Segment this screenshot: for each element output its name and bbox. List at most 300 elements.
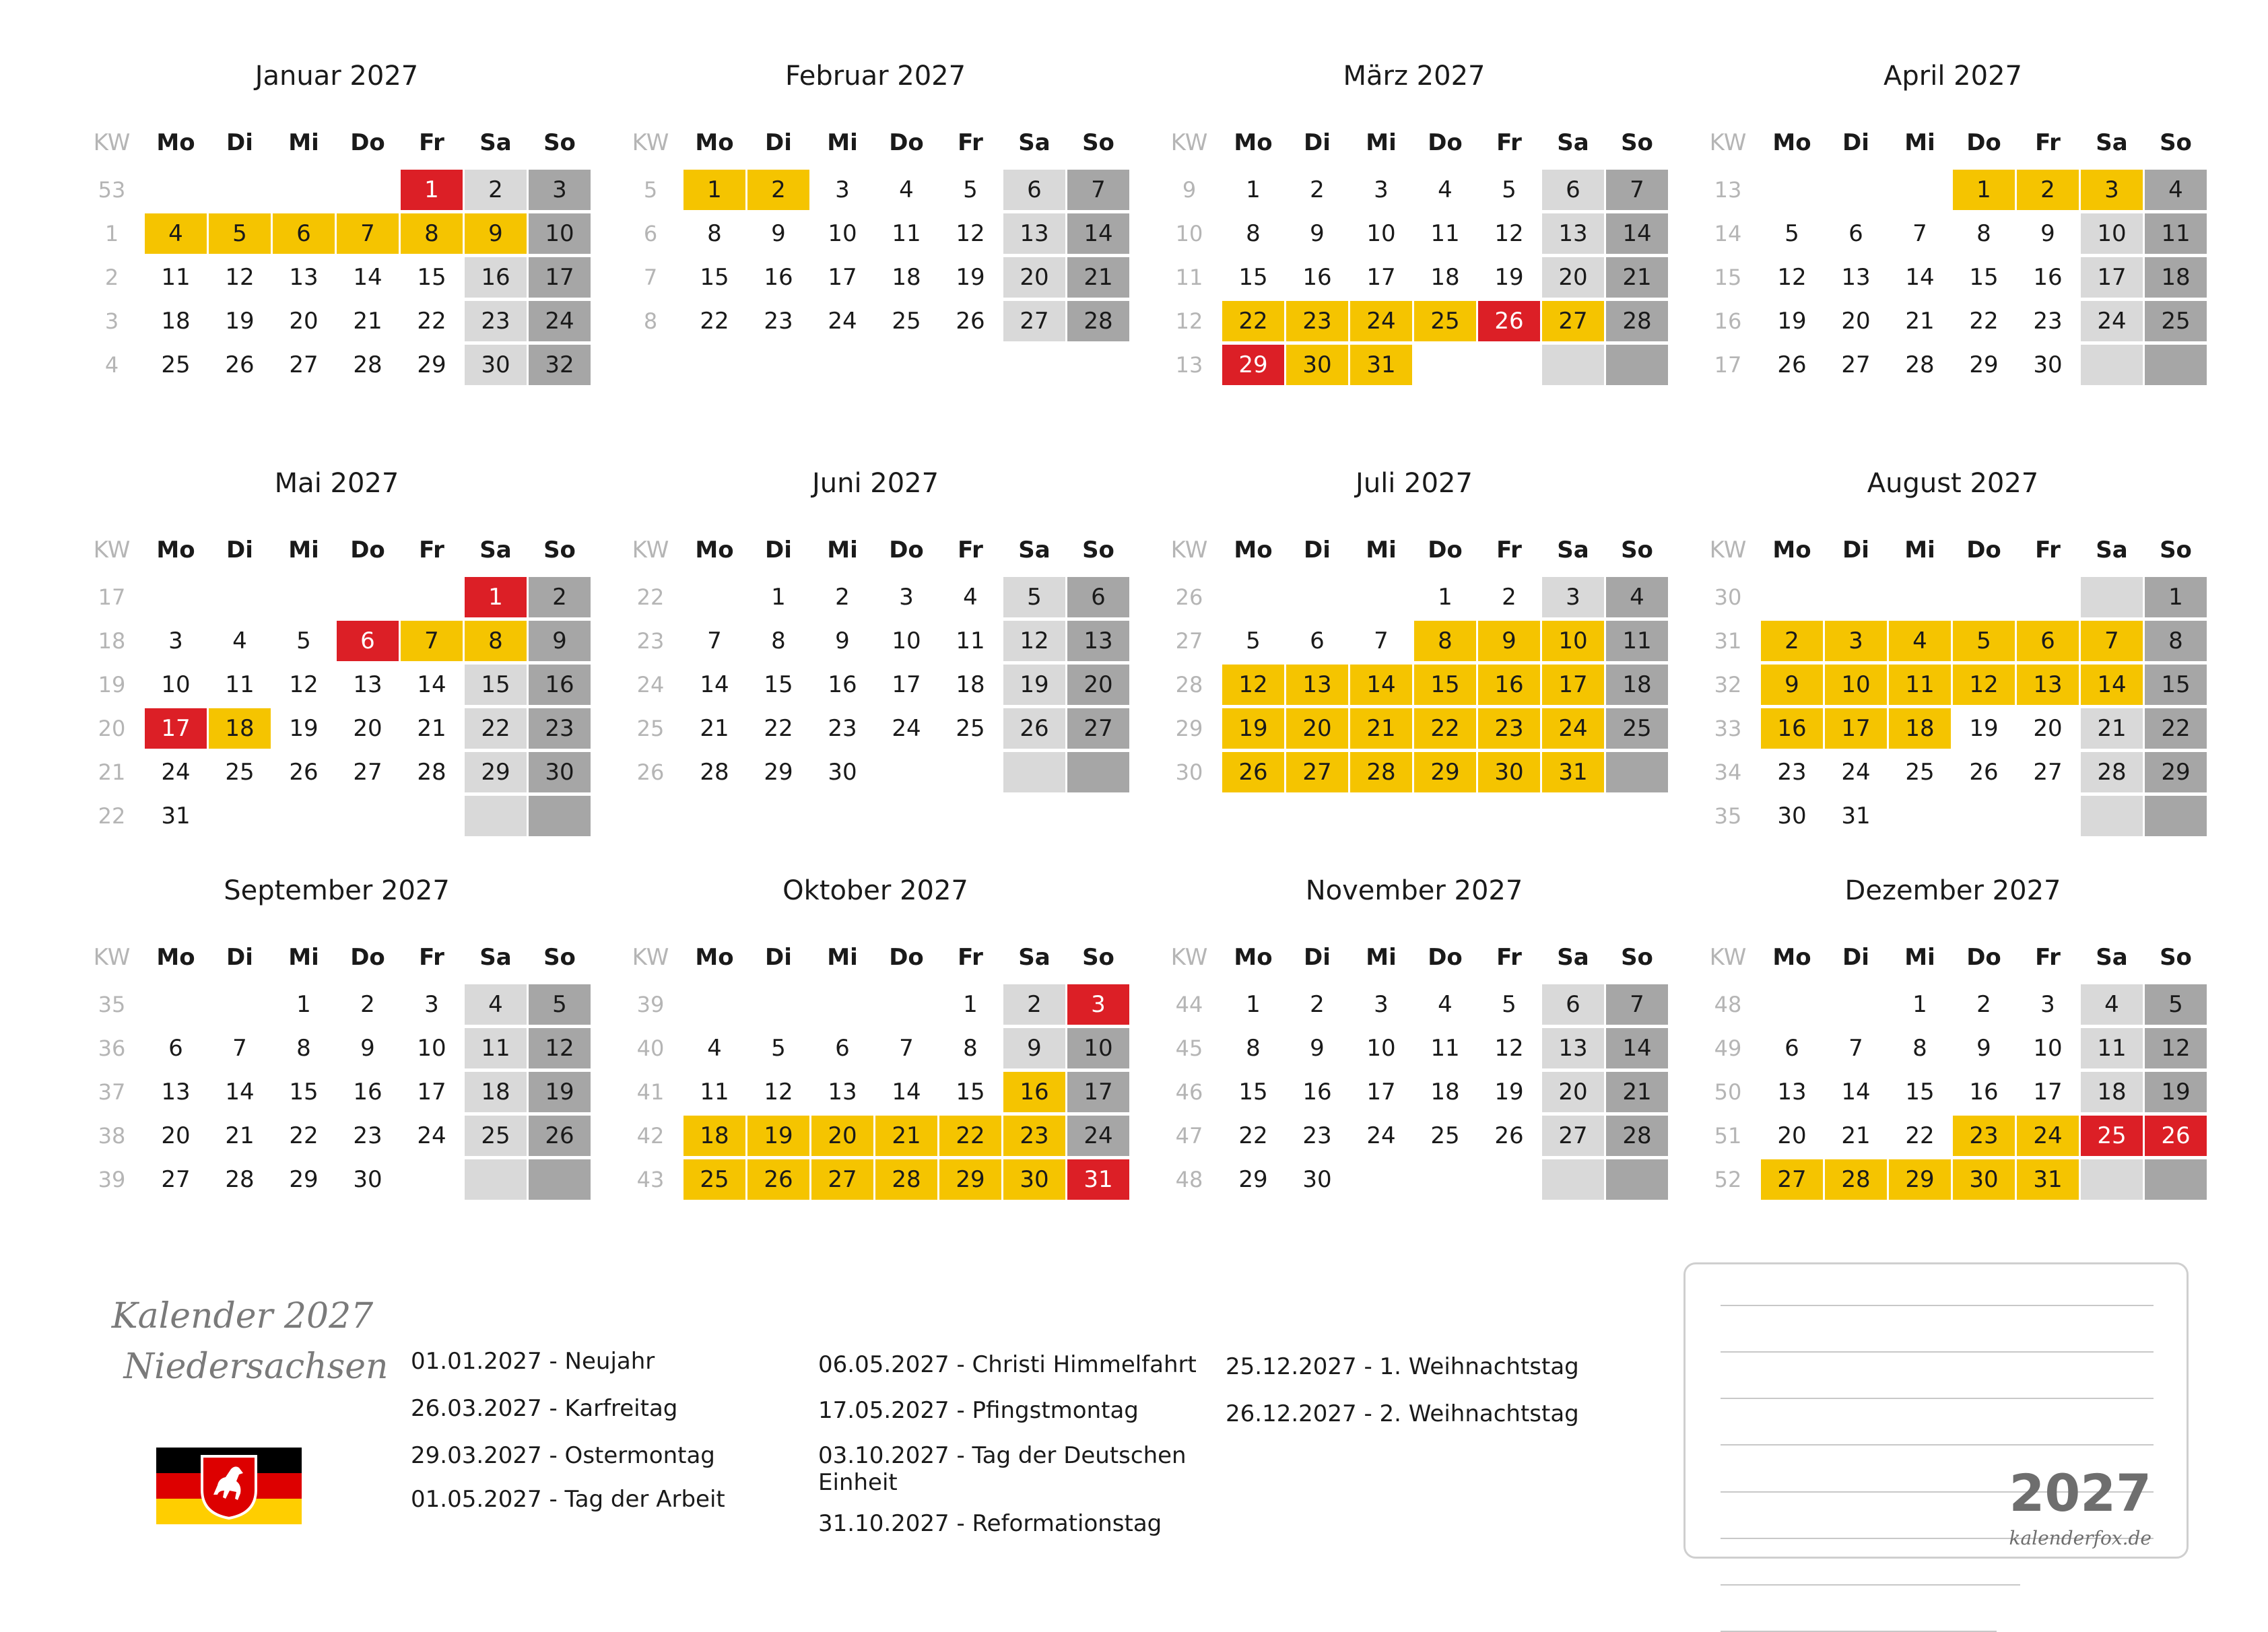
week-number: 47 bbox=[1175, 1123, 1203, 1149]
day-cell: 3 bbox=[424, 991, 439, 1018]
weekday-header: So bbox=[543, 129, 576, 156]
day-cell: 25 bbox=[1430, 1122, 1460, 1149]
day-cell: 22 bbox=[1905, 1122, 1935, 1149]
kw-header: KW bbox=[1170, 537, 1208, 564]
day-cell: 16 bbox=[1761, 708, 1823, 749]
day-cell: 5 bbox=[1502, 176, 1516, 203]
weekday-header: Mo bbox=[156, 129, 195, 156]
day-cell: 28 bbox=[1067, 301, 1129, 341]
day-cell: 14 bbox=[1067, 213, 1129, 254]
day-cell: 14 bbox=[1606, 213, 1668, 254]
day-cell: 21 bbox=[1841, 1122, 1871, 1149]
day-cell: 19 bbox=[956, 264, 985, 291]
week-number: 21 bbox=[98, 759, 126, 785]
day-cell: 22 bbox=[939, 1116, 1001, 1156]
day-cell: 26 bbox=[1969, 759, 1999, 786]
day-cell: 27 bbox=[1542, 1116, 1604, 1156]
day-cell: 12 bbox=[1953, 665, 2015, 705]
kw-header: KW bbox=[93, 129, 131, 156]
weekday-header: So bbox=[1621, 944, 1653, 971]
day-cell: 16 bbox=[1969, 1079, 1999, 1106]
day-cell: 18 bbox=[956, 671, 985, 698]
day-cell: 15 bbox=[1238, 264, 1268, 291]
day-cell: 24 bbox=[161, 759, 191, 786]
day-cell: 19 bbox=[1777, 308, 1807, 335]
week-number: 42 bbox=[636, 1123, 665, 1149]
day-cell: 26 bbox=[747, 1159, 809, 1200]
week-number: 18 bbox=[98, 628, 126, 654]
day-cell: 26 bbox=[225, 351, 255, 378]
week-number: 30 bbox=[1175, 759, 1203, 785]
day-cell: 7 bbox=[337, 213, 399, 254]
day-cell: 15 bbox=[1969, 264, 1999, 291]
weekday-header: Di bbox=[765, 537, 792, 564]
day-cell: 3 bbox=[2040, 991, 2055, 1018]
weekday-header: So bbox=[543, 944, 576, 971]
day-cell: 10 bbox=[2033, 1035, 2063, 1062]
month-title: April 2027 bbox=[1883, 61, 2022, 92]
weekday-header: Mo bbox=[1234, 129, 1273, 156]
weekday-header: So bbox=[543, 537, 576, 564]
day-cell: 27 bbox=[1003, 301, 1065, 341]
day-cell: 27 bbox=[1067, 708, 1129, 749]
weekday-header: Di bbox=[1842, 944, 1869, 971]
day-cell: 22 bbox=[700, 308, 729, 335]
day-cell: 19 bbox=[747, 1116, 809, 1156]
kw-header: KW bbox=[1709, 129, 1747, 156]
week-number: 41 bbox=[636, 1079, 665, 1105]
day-cell: 23 bbox=[1302, 1122, 1332, 1149]
holiday-entry: 31.10.2027 - Reformationstag bbox=[818, 1510, 1162, 1537]
day-cell: 26 bbox=[289, 759, 319, 786]
day-cell: 3 bbox=[529, 170, 591, 210]
day-cell: 8 bbox=[1246, 1035, 1261, 1062]
week-number: 33 bbox=[1714, 716, 1742, 741]
week-number: 39 bbox=[636, 992, 665, 1017]
day-cell: 29 bbox=[1414, 752, 1476, 792]
day-cell: 27 bbox=[1286, 752, 1348, 792]
day-cell: 10 bbox=[417, 1035, 446, 1062]
day-cell: 6 bbox=[1785, 1035, 1799, 1062]
day-cell: 16 bbox=[529, 665, 591, 705]
day-cell: 3 bbox=[1374, 991, 1389, 1018]
weekday-header: Mi bbox=[1904, 129, 1935, 156]
weekday-header: Fr bbox=[419, 944, 444, 971]
weekday-header: Mo bbox=[695, 129, 734, 156]
day-cell: 12 bbox=[1222, 665, 1284, 705]
day-cell: 11 bbox=[2145, 213, 2207, 254]
day-cell: 22 bbox=[764, 715, 793, 742]
weekday-header: Mo bbox=[1772, 537, 1811, 564]
day-cell: 28 bbox=[875, 1159, 937, 1200]
weekday-header: Di bbox=[1304, 944, 1331, 971]
day-cell: 2 bbox=[1502, 584, 1516, 611]
day-cell: 8 bbox=[1246, 220, 1261, 247]
day-cell: 25 bbox=[956, 715, 985, 742]
day-cell: 9 bbox=[1003, 1028, 1065, 1068]
day-cell: 15 bbox=[1238, 1079, 1268, 1106]
weekday-header: Sa bbox=[479, 129, 512, 156]
holiday-entry: 06.05.2027 - Christi Himmelfahrt bbox=[818, 1351, 1197, 1378]
day-cell: 11 bbox=[225, 671, 255, 698]
day-cell: 15 bbox=[1414, 665, 1476, 705]
day-cell: 22 bbox=[1969, 308, 1999, 335]
day-cell: 8 bbox=[296, 1035, 311, 1062]
day-cell: 9 bbox=[1761, 665, 1823, 705]
day-cell: 30 bbox=[353, 1166, 382, 1193]
empty-weekend-cell bbox=[2145, 1159, 2207, 1200]
weekday-header: Mi bbox=[827, 537, 858, 564]
weekday-header: Sa bbox=[479, 944, 512, 971]
day-cell: 12 bbox=[1003, 621, 1065, 661]
day-cell: 30 bbox=[1478, 752, 1540, 792]
weekday-header: Sa bbox=[2096, 944, 2128, 971]
holiday-entry: 17.05.2027 - Pfingstmontag bbox=[818, 1397, 1139, 1424]
day-cell: 2 bbox=[747, 170, 809, 210]
week-number: 46 bbox=[1175, 1079, 1203, 1105]
week-number: 19 bbox=[98, 672, 126, 698]
empty-weekend-cell bbox=[529, 796, 591, 836]
day-cell: 4 bbox=[963, 584, 978, 611]
day-cell: 28 bbox=[225, 1166, 255, 1193]
day-cell: 29 bbox=[764, 759, 793, 786]
day-cell: 7 bbox=[401, 621, 463, 661]
brand-subtitle: Niedersachsen bbox=[123, 1347, 389, 1387]
day-cell: 10 bbox=[1366, 220, 1396, 247]
day-cell: 1 bbox=[683, 170, 745, 210]
empty-weekend-cell bbox=[1606, 752, 1668, 792]
day-cell: 10 bbox=[2081, 213, 2143, 254]
day-cell: 7 bbox=[1606, 170, 1668, 210]
day-cell: 18 bbox=[1430, 264, 1460, 291]
day-cell: 29 bbox=[1238, 1166, 1268, 1193]
empty-weekend-cell bbox=[465, 1159, 527, 1200]
day-cell: 30 bbox=[2033, 351, 2063, 378]
week-number: 22 bbox=[636, 584, 665, 610]
day-cell: 5 bbox=[529, 984, 591, 1025]
week-number: 11 bbox=[1175, 265, 1203, 290]
day-cell: 20 bbox=[1067, 665, 1129, 705]
day-cell: 18 bbox=[161, 308, 191, 335]
weekday-header: Sa bbox=[2096, 537, 2128, 564]
weekday-header: Fr bbox=[2035, 129, 2061, 156]
kw-header: KW bbox=[1709, 537, 1747, 564]
day-cell: 4 bbox=[707, 1035, 722, 1062]
day-cell: 10 bbox=[1067, 1028, 1129, 1068]
day-cell: 13 bbox=[828, 1079, 857, 1106]
weekday-header: So bbox=[1621, 129, 1653, 156]
weekday-header: Mi bbox=[827, 129, 858, 156]
day-cell: 20 bbox=[2033, 715, 2063, 742]
weekday-header: Sa bbox=[2096, 129, 2128, 156]
day-cell: 20 bbox=[1777, 1122, 1807, 1149]
holiday-entry: 03.10.2027 - Tag der Deutschen Einheit bbox=[818, 1442, 1187, 1496]
week-number: 38 bbox=[98, 1123, 126, 1149]
day-cell: 29 bbox=[465, 752, 527, 792]
day-cell: 18 bbox=[1606, 665, 1668, 705]
day-cell: 12 bbox=[225, 264, 255, 291]
day-cell: 14 bbox=[353, 264, 382, 291]
day-cell: 11 bbox=[956, 627, 985, 654]
weekday-header: Sa bbox=[1557, 944, 1589, 971]
day-cell: 13 bbox=[1286, 665, 1348, 705]
notes-box bbox=[1683, 1262, 2189, 1559]
week-number: 37 bbox=[98, 1079, 126, 1105]
weekday-header: Mi bbox=[1904, 537, 1935, 564]
weekday-header: Mo bbox=[156, 537, 195, 564]
day-cell: 4 bbox=[145, 213, 207, 254]
day-cell: 24 bbox=[1067, 1116, 1129, 1156]
week-number: 31 bbox=[1714, 628, 1742, 654]
day-cell: 9 bbox=[529, 621, 591, 661]
week-number: 35 bbox=[98, 992, 126, 1017]
day-cell: 23 bbox=[1003, 1116, 1065, 1156]
day-cell: 5 bbox=[296, 627, 311, 654]
day-cell: 7 bbox=[1374, 627, 1389, 654]
day-cell: 28 bbox=[1606, 301, 1668, 341]
day-cell: 20 bbox=[1542, 1072, 1604, 1112]
empty-weekend-cell bbox=[1067, 752, 1129, 792]
day-cell: 5 bbox=[1785, 220, 1799, 247]
day-cell: 16 bbox=[2033, 264, 2063, 291]
week-number: 50 bbox=[1714, 1079, 1742, 1105]
day-cell: 19 bbox=[1222, 708, 1284, 749]
day-cell: 24 bbox=[529, 301, 591, 341]
day-cell: 23 bbox=[2033, 308, 2063, 335]
empty-weekend-cell bbox=[1003, 752, 1065, 792]
day-cell: 16 bbox=[353, 1079, 382, 1106]
day-cell: 2 bbox=[465, 170, 527, 210]
day-cell: 26 bbox=[1222, 752, 1284, 792]
day-cell: 9 bbox=[1310, 1035, 1325, 1062]
weekday-header: So bbox=[1082, 537, 1114, 564]
weekday-header: Mo bbox=[1772, 944, 1811, 971]
day-cell: 1 bbox=[465, 577, 527, 617]
day-cell: 1 bbox=[963, 991, 978, 1018]
day-cell: 2 bbox=[360, 991, 375, 1018]
day-cell: 20 bbox=[161, 1122, 191, 1149]
day-cell: 28 bbox=[1825, 1159, 1887, 1200]
weekday-header: Do bbox=[889, 129, 924, 156]
day-cell: 24 bbox=[2081, 301, 2143, 341]
week-number: 26 bbox=[636, 759, 665, 785]
day-cell: 15 bbox=[2145, 665, 2207, 705]
day-cell: 27 bbox=[289, 351, 319, 378]
empty-weekend-cell bbox=[2081, 1159, 2143, 1200]
day-cell: 3 bbox=[1825, 621, 1887, 661]
day-cell: 26 bbox=[1777, 351, 1807, 378]
week-number: 10 bbox=[1175, 221, 1203, 246]
week-number: 34 bbox=[1714, 759, 1742, 785]
brand-title: Kalender 2027 bbox=[111, 1296, 374, 1336]
weekday-header: Di bbox=[765, 129, 792, 156]
day-cell: 5 bbox=[1502, 991, 1516, 1018]
day-cell: 6 bbox=[1310, 627, 1325, 654]
weekday-header: Di bbox=[226, 944, 253, 971]
day-cell: 14 bbox=[1841, 1079, 1871, 1106]
day-cell: 14 bbox=[417, 671, 446, 698]
week-number: 12 bbox=[1175, 308, 1203, 334]
day-cell: 13 bbox=[1542, 213, 1604, 254]
day-cell: 15 bbox=[956, 1079, 985, 1106]
day-cell: 2 bbox=[835, 584, 850, 611]
week-number: 29 bbox=[1175, 716, 1203, 741]
day-cell: 18 bbox=[2145, 257, 2207, 298]
day-cell: 16 bbox=[1302, 264, 1332, 291]
holiday-entry: 01.01.2027 - Neujahr bbox=[411, 1348, 655, 1375]
day-cell: 23 bbox=[828, 715, 857, 742]
day-cell: 24 bbox=[892, 715, 921, 742]
kw-header: KW bbox=[93, 944, 131, 971]
day-cell: 10 bbox=[1825, 665, 1887, 705]
day-cell: 17 bbox=[1825, 708, 1887, 749]
day-cell: 9 bbox=[360, 1035, 375, 1062]
day-cell: 7 bbox=[899, 1035, 914, 1062]
weekday-header: Mo bbox=[1772, 129, 1811, 156]
day-cell: 15 bbox=[764, 671, 793, 698]
day-cell: 12 bbox=[1777, 264, 1807, 291]
month-title: Januar 2027 bbox=[255, 61, 419, 92]
weekday-header: Fr bbox=[2035, 944, 2061, 971]
day-cell: 22 bbox=[289, 1122, 319, 1149]
day-cell: 8 bbox=[963, 1035, 978, 1062]
week-number: 17 bbox=[98, 584, 126, 610]
day-cell: 2 bbox=[1310, 176, 1325, 203]
week-number: 30 bbox=[1714, 584, 1742, 610]
notes-line bbox=[1721, 1584, 2020, 1586]
day-cell: 30 bbox=[828, 759, 857, 786]
day-cell: 22 bbox=[1222, 301, 1284, 341]
notes-line bbox=[1721, 1398, 2154, 1399]
day-cell: 19 bbox=[225, 308, 255, 335]
day-cell: 23 bbox=[1777, 759, 1807, 786]
weekday-header: Do bbox=[1428, 129, 1463, 156]
notes-year: 2027 bbox=[2009, 1463, 2152, 1523]
day-cell: 13 bbox=[1777, 1079, 1807, 1106]
week-number: 5 bbox=[643, 177, 658, 203]
day-cell: 10 bbox=[161, 671, 191, 698]
weekday-header: Fr bbox=[1496, 537, 1522, 564]
weekday-header: Sa bbox=[1018, 537, 1050, 564]
weekday-header: Mo bbox=[1234, 537, 1273, 564]
day-cell: 16 bbox=[1302, 1079, 1332, 1106]
day-cell: 20 bbox=[1841, 308, 1871, 335]
day-cell: 10 bbox=[1366, 1035, 1396, 1062]
weekday-header: Mi bbox=[1366, 944, 1397, 971]
day-cell: 26 bbox=[529, 1116, 591, 1156]
weekday-header: Do bbox=[350, 944, 385, 971]
day-cell: 27 bbox=[161, 1166, 191, 1193]
weekday-header: So bbox=[2160, 537, 2192, 564]
day-cell: 12 bbox=[956, 220, 985, 247]
week-number: 43 bbox=[636, 1167, 665, 1192]
day-cell: 2 bbox=[529, 577, 591, 617]
day-cell: 12 bbox=[1494, 1035, 1524, 1062]
day-cell: 24 bbox=[1542, 708, 1604, 749]
day-cell: 18 bbox=[209, 708, 271, 749]
day-cell: 21 bbox=[1905, 308, 1935, 335]
day-cell: 29 bbox=[1889, 1159, 1951, 1200]
week-number: 25 bbox=[636, 716, 665, 741]
week-number: 6 bbox=[643, 221, 658, 246]
day-cell: 23 bbox=[465, 301, 527, 341]
day-cell: 13 bbox=[289, 264, 319, 291]
day-cell: 28 bbox=[1606, 1116, 1668, 1156]
day-cell: 3 bbox=[168, 627, 183, 654]
week-number: 39 bbox=[98, 1167, 126, 1192]
day-cell: 19 bbox=[1003, 665, 1065, 705]
day-cell: 26 bbox=[1478, 301, 1540, 341]
week-number: 4 bbox=[104, 352, 119, 378]
week-number: 28 bbox=[1175, 672, 1203, 698]
day-cell: 17 bbox=[1366, 264, 1396, 291]
week-number: 20 bbox=[98, 716, 126, 741]
day-cell: 8 bbox=[465, 621, 527, 661]
day-cell: 4 bbox=[465, 984, 527, 1025]
day-cell: 19 bbox=[2145, 1072, 2207, 1112]
day-cell: 1 bbox=[1912, 991, 1927, 1018]
day-cell: 24 bbox=[828, 308, 857, 335]
weekday-header: Di bbox=[1304, 537, 1331, 564]
day-cell: 8 bbox=[707, 220, 722, 247]
day-cell: 9 bbox=[835, 627, 850, 654]
weekday-header: Fr bbox=[958, 537, 983, 564]
day-cell: 26 bbox=[1494, 1122, 1524, 1149]
day-cell: 2 bbox=[1003, 984, 1065, 1025]
notes-line bbox=[1721, 1444, 2154, 1446]
weekday-header: So bbox=[1082, 944, 1114, 971]
empty-weekend-cell bbox=[2145, 796, 2207, 836]
day-cell: 10 bbox=[529, 213, 591, 254]
day-cell: 29 bbox=[939, 1159, 1001, 1200]
day-cell: 13 bbox=[161, 1079, 191, 1106]
day-cell: 2 bbox=[1310, 991, 1325, 1018]
day-cell: 25 bbox=[225, 759, 255, 786]
day-cell: 7 bbox=[707, 627, 722, 654]
day-cell: 21 bbox=[1606, 257, 1668, 298]
weekday-header: Fr bbox=[419, 129, 444, 156]
day-cell: 27 bbox=[1841, 351, 1871, 378]
day-cell: 29 bbox=[289, 1166, 319, 1193]
day-cell: 23 bbox=[1286, 301, 1348, 341]
day-cell: 1 bbox=[296, 991, 311, 1018]
day-cell: 1 bbox=[1438, 584, 1453, 611]
day-cell: 17 bbox=[1366, 1079, 1396, 1106]
day-cell: 24 bbox=[2017, 1116, 2079, 1156]
day-cell: 29 bbox=[1969, 351, 1999, 378]
day-cell: 17 bbox=[1067, 1072, 1129, 1112]
day-cell: 5 bbox=[963, 176, 978, 203]
day-cell: 11 bbox=[1606, 621, 1668, 661]
day-cell: 5 bbox=[1246, 627, 1261, 654]
day-cell: 15 bbox=[417, 264, 446, 291]
holiday-entry: 29.03.2027 - Ostermontag bbox=[411, 1442, 715, 1469]
weekday-header: Mi bbox=[1366, 537, 1397, 564]
day-cell: 16 bbox=[1478, 665, 1540, 705]
week-number: 48 bbox=[1714, 992, 1742, 1017]
weekday-header: Mi bbox=[288, 537, 319, 564]
day-cell: 28 bbox=[353, 351, 382, 378]
week-number: 1 bbox=[104, 221, 119, 246]
day-cell: 25 bbox=[2081, 1116, 2143, 1156]
day-cell: 11 bbox=[892, 220, 921, 247]
day-cell: 4 bbox=[2145, 170, 2207, 210]
day-cell: 30 bbox=[1777, 803, 1807, 829]
day-cell: 12 bbox=[289, 671, 319, 698]
day-cell: 27 bbox=[2033, 759, 2063, 786]
day-cell: 32 bbox=[529, 345, 591, 385]
day-cell: 11 bbox=[161, 264, 191, 291]
